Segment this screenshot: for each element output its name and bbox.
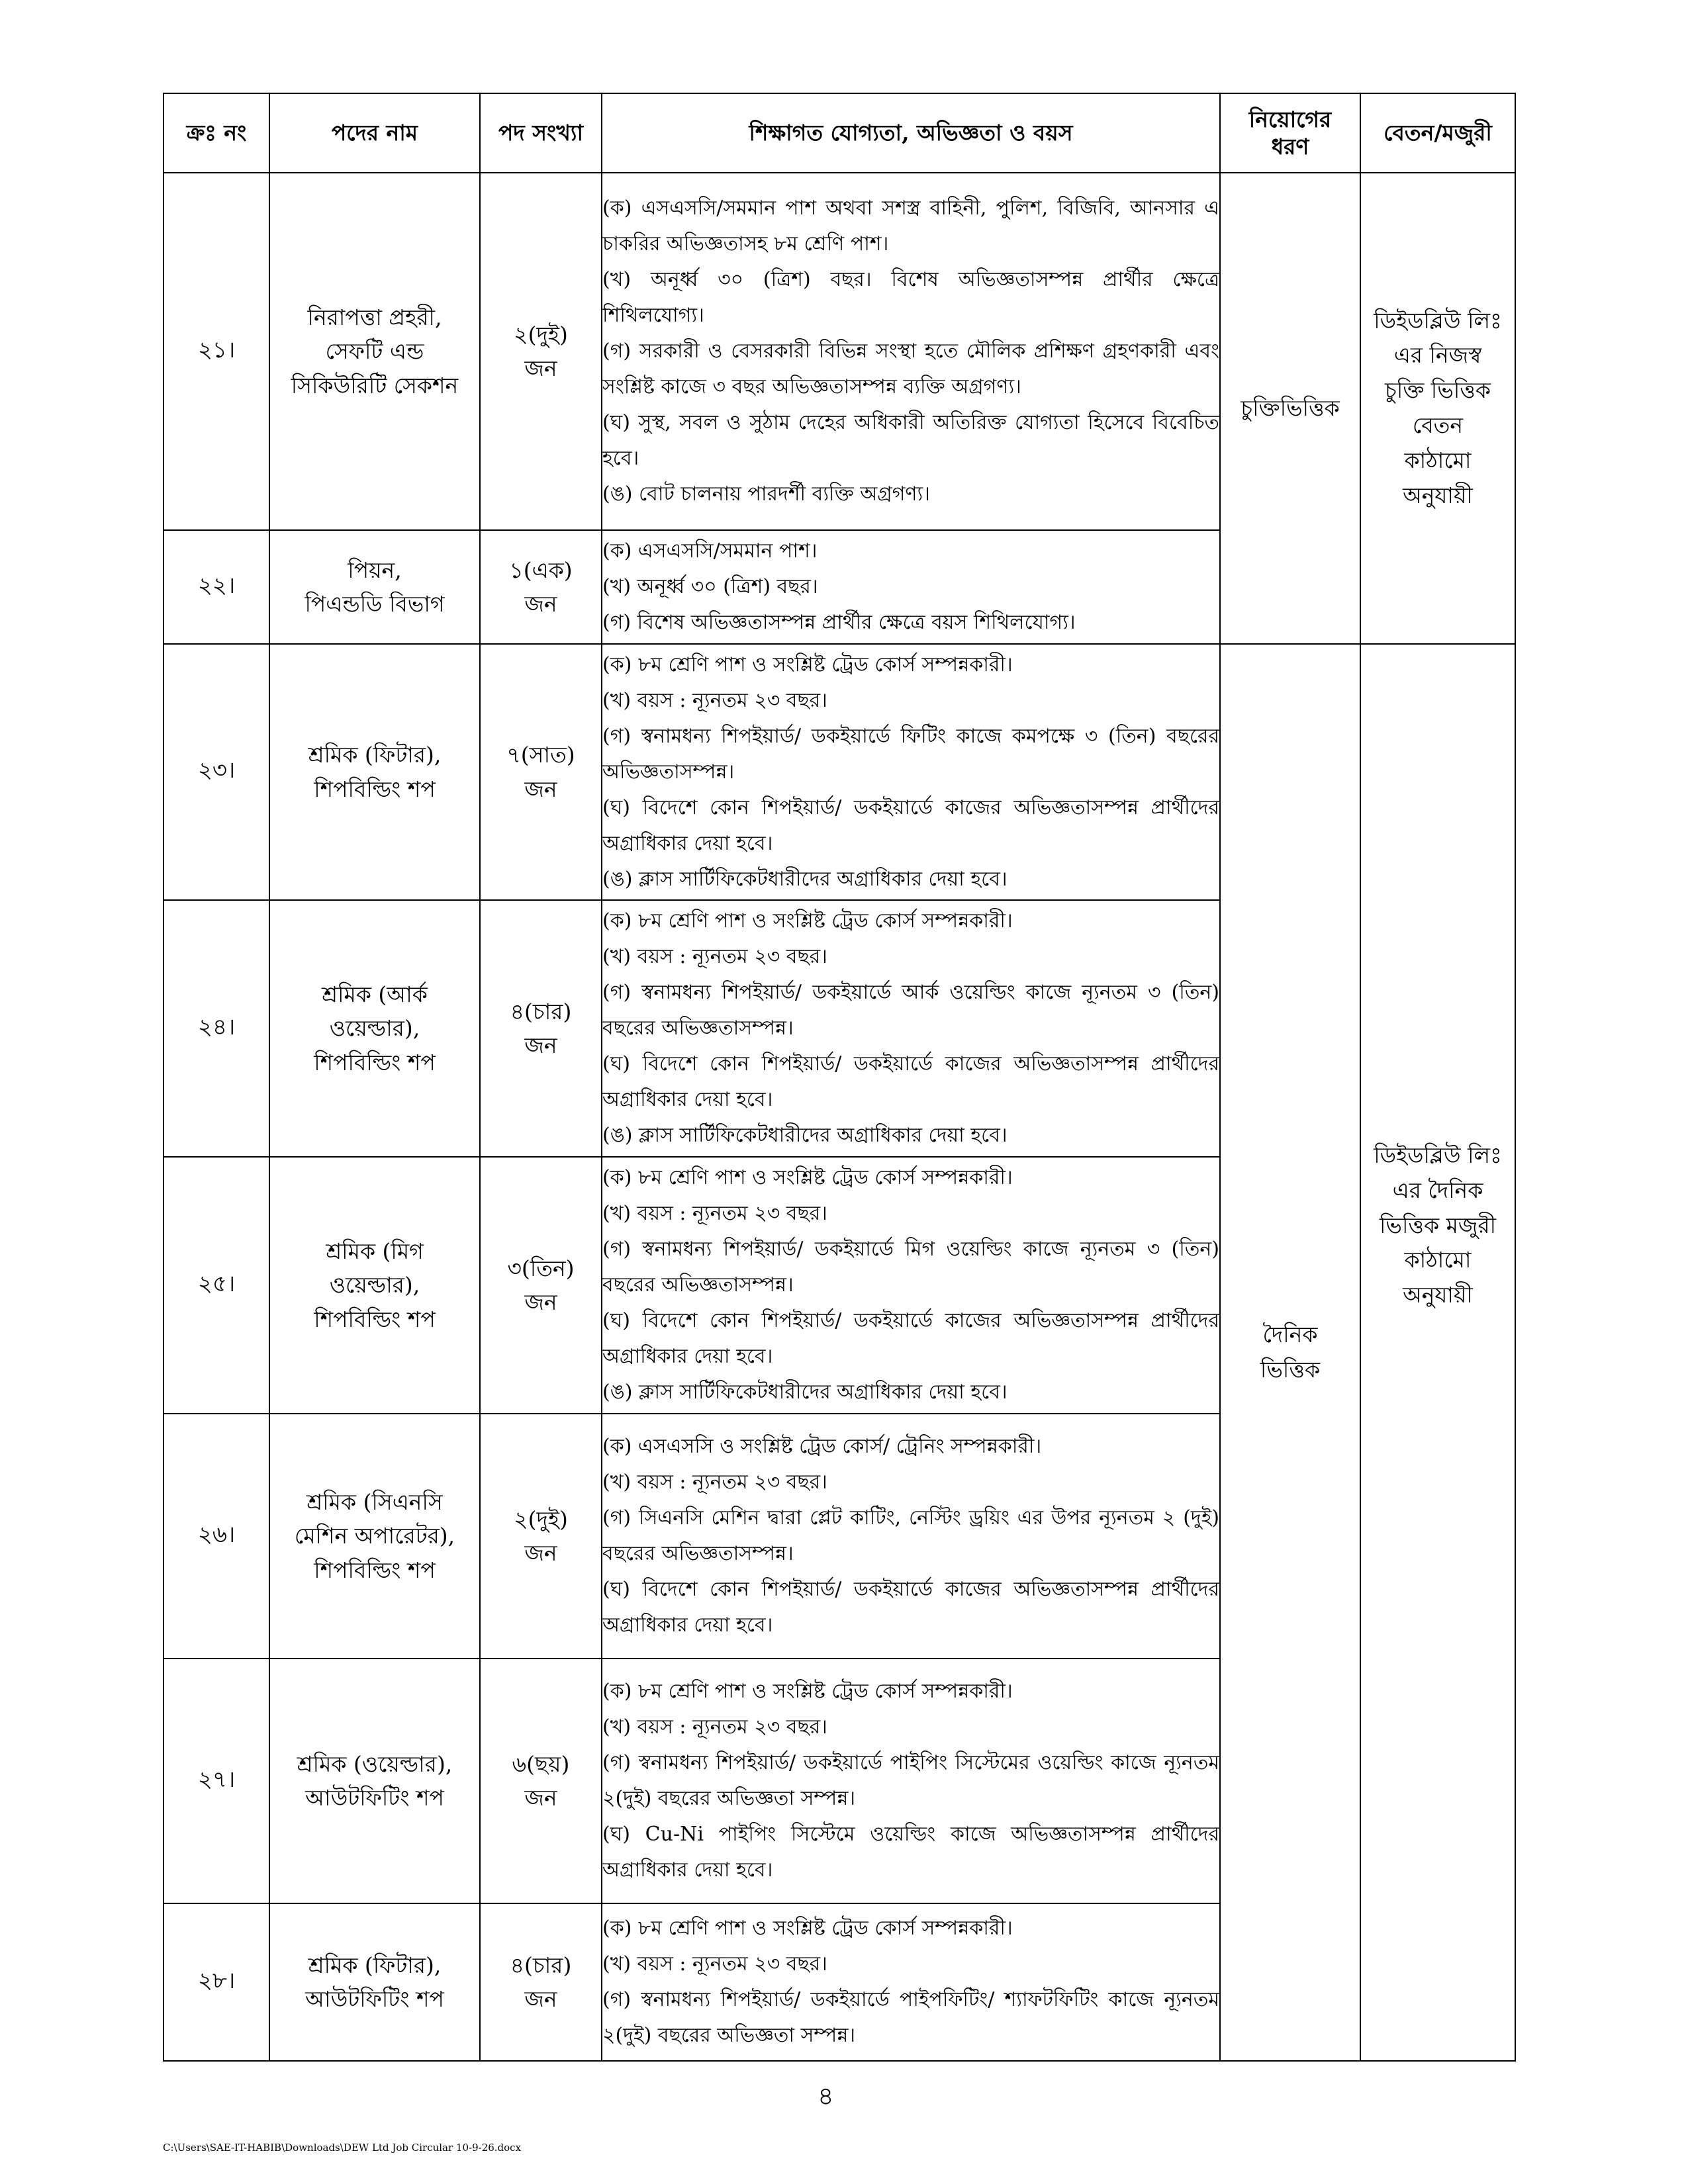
post-name-line: আউটফিটিং শপ — [305, 1785, 444, 1811]
post-count — [480, 900, 602, 1157]
post-count — [480, 644, 602, 900]
count-unit: জন — [524, 776, 557, 802]
qualification-cell — [602, 900, 1220, 1157]
row-serial: ২৮। — [164, 1903, 269, 2061]
qualification-item: (খ) বয়স : ন্যূনতম ২৩ বছর। — [602, 1952, 827, 1976]
salary-line: ডিইডব্লিউ লিঃ — [1374, 1142, 1502, 1168]
count-value: ২(দুই) — [514, 321, 568, 347]
count-value: ১(এক) — [509, 557, 573, 583]
post-count — [480, 530, 602, 644]
footer-file-path: C:\Users\SAE-IT-HABIB\Downloads\DEW Ltd Job Circular 10-9-26.docx — [163, 2142, 522, 2154]
salary-line: চুক্তি ভিত্তিক — [1385, 377, 1491, 404]
count-unit: জন — [524, 1540, 557, 1566]
qualification-item: (ঙ) ক্লাস সার্টিফিকেটধারীদের অগ্রাধিকার দেয়া হবে। — [602, 1124, 1008, 1147]
table-row — [164, 173, 1515, 530]
salary-line: অনুযায়ী — [1403, 1282, 1473, 1308]
salary-contract — [1360, 173, 1515, 644]
salary-line: ভিত্তিক মজুরী — [1379, 1212, 1497, 1238]
qualification-item: (গ) সিএনসি মেশিন দ্বারা প্লেট কাটিং, নেস্টিং ড্রয়িং এর উপর ন্যূনতম ২ (দুই) বছরের অভিজ্ঞতাসম্পন্ন। — [602, 1506, 1219, 1565]
qualification-item: (খ) বয়স : ন্যূনতম ২৩ বছর। — [602, 1202, 827, 1225]
qualification-cell — [602, 1659, 1220, 1903]
salary-line: বেতন — [1412, 412, 1464, 438]
post-name-line: পিয়ন, — [348, 557, 402, 583]
qualification-cell — [602, 1157, 1220, 1414]
salary-line: কাঠামো — [1404, 447, 1472, 473]
row-serial: ২৭। — [164, 1659, 269, 1903]
salary-line: এর নিজস্ব — [1393, 342, 1482, 369]
salary-daily — [1360, 644, 1515, 2061]
qualification-cell — [602, 1414, 1220, 1659]
row-serial: ২৩। — [164, 644, 269, 900]
post-name — [269, 644, 480, 900]
row-serial: ২৬। — [164, 1414, 269, 1659]
count-unit: জন — [524, 591, 557, 617]
salary-line: এর দৈনিক — [1392, 1177, 1483, 1203]
qualification-cell — [602, 1903, 1220, 2061]
qualification-item: (গ) স্বনামধন্য শিপইয়ার্ড/ ডকইয়ার্ডে আর্ক ওয়েল্ডিং কাজে ন্যূনতম ৩ (তিন) বছরের অভিজ্ঞতাসম্পন্ন। — [602, 981, 1219, 1040]
header-serial: ক্রঃ নং — [164, 93, 269, 173]
post-name-line: শ্রমিক (মিগ — [326, 1238, 424, 1265]
header-row — [164, 93, 1515, 173]
table-row — [164, 644, 1515, 900]
qualification-item: (খ) বয়স : ন্যূনতম ২৩ বছর। — [602, 688, 827, 712]
count-value: ৭(সাত) — [506, 742, 575, 768]
count-unit: জন — [524, 1032, 557, 1058]
qualification-item: (ক) ৮ম শ্রেণি পাশ ও সংশ্লিষ্ট ট্রেড কোর্স সম্পন্নকারী। — [602, 1166, 1013, 1189]
qualification-item: (খ) অনূর্ধ্ব ৩০ (ত্রিশ) বছর। — [602, 575, 818, 598]
qualification-item: (ঘ) বিদেশে কোন শিপইয়ার্ড/ ডকইয়ার্ডে কাজের অভিজ্ঞতাসম্পন্ন প্রার্থীদের অগ্রাধিকার দেয়া হবে। — [602, 1309, 1219, 1368]
post-name-line: শিপবিল্ডিং শপ — [314, 776, 436, 802]
qualification-item: (ঙ) ক্লাস সার্টিফিকেটধারীদের অগ্রাধিকার দেয়া হবে। — [602, 867, 1008, 891]
job-circular-table — [163, 93, 1516, 2062]
post-name-line: নিরাপত্তা প্রহরী, — [307, 304, 442, 331]
post-name-line: শ্রমিক (ফিটার), — [308, 742, 442, 768]
qualification-cell — [602, 173, 1220, 530]
post-name — [269, 1903, 480, 2061]
qualification-item: (ঘ) বিদেশে কোন শিপইয়ার্ড/ ডকইয়ার্ডে কাজের অভিজ্ঞতাসম্পন্ন প্রার্থীদের অগ্রাধিকার দেয়া হবে। — [602, 1052, 1219, 1111]
post-name-line: শিপবিল্ডিং শপ — [314, 1306, 436, 1332]
post-count — [480, 1903, 602, 2061]
qualification-item: (ক) এসএসসি/সমমান পাশ অথবা সশস্ত্র বাহিনী, পুলিশ, বিজিবি, আনসার এ চাকরির অভিজ্ঞতাসহ ৮ম শ্রেণি পাশ। — [602, 197, 1219, 255]
count-value: ৪(চার) — [510, 1952, 572, 1978]
post-count — [480, 1659, 602, 1903]
qualification-item: (ক) ৮ম শ্রেণি পাশ ও সংশ্লিষ্ট ট্রেড কোর্স সম্পন্নকারী। — [602, 909, 1013, 933]
qualification-item: (খ) বয়স : ন্যূনতম ২৩ বছর। — [602, 945, 827, 968]
qualification-item: (গ) স্বনামধন্য শিপইয়ার্ড/ ডকইয়ার্ডে ফিটিং কাজে কমপক্ষে ৩ (তিন) বছরের অভিজ্ঞতাসম্পন্ন। — [602, 724, 1219, 784]
post-name-line: শ্রমিক (ফিটার), — [308, 1952, 442, 1978]
post-name — [269, 900, 480, 1157]
appointment-type-daily — [1220, 644, 1360, 2061]
qualification-item: (ঘ) সুস্থ, সবল ও সুঠাম দেহের অধিকারী অতিরিক্ত যোগ্যতা হিসেবে বিবেচিত হবে। — [602, 411, 1219, 470]
post-name-line: পিএন্ডডি বিভাগ — [305, 591, 445, 617]
post-name — [269, 530, 480, 644]
qualification-item: (খ) বয়স : ন্যূনতম ২৩ বছর। — [602, 1715, 827, 1739]
qualification-item: (গ) বিশেষ অভিজ্ঞতাসম্পন্ন প্রার্থীর ক্ষেত্রে বয়স শিথিলযোগ্য। — [602, 611, 1076, 634]
post-count — [480, 1157, 602, 1414]
post-name-line: শ্রমিক (ওয়েল্ডার), — [297, 1751, 453, 1777]
header-post-count: পদ সংখ্যা — [480, 93, 602, 173]
qualification-item: (খ) অনূর্ধ্ব ৩০ (ত্রিশ) বছর। বিশেষ অভিজ্ঞতাসম্পন্ন প্রার্থীর ক্ষেত্রে শিথিলযোগ্য। — [602, 268, 1219, 327]
salary-line: ডিইডব্লিউ লিঃ — [1374, 307, 1502, 334]
row-serial: ২১। — [164, 173, 269, 530]
qualification-item: (গ) সরকারী ও বেসরকারী বিভিন্ন সংস্থা হতে মৌলিক প্রশিক্ষণ গ্রহণকারী এবং সংশ্লিষ্ট কাজে ৩ বছর অভিজ্ঞতাসম্পন্ন ব্যক্তি অগ্রগণ্য। — [602, 340, 1219, 398]
qualification-cell — [602, 644, 1220, 900]
row-serial: ২২। — [164, 530, 269, 644]
post-name — [269, 1157, 480, 1414]
qualification-item: (ঙ) বোট চালনায় পারদর্শী ব্যক্তি অগ্রগণ্য। — [602, 482, 930, 506]
qualification-item: (ক) এসএসসি ও সংশ্লিষ্ট ট্রেড কোর্স/ ট্রেনিং সম্পন্নকারী। — [602, 1435, 1042, 1458]
count-unit: জন — [524, 355, 557, 381]
qualification-item: (গ) স্বনামধন্য শিপইয়ার্ড/ ডকইয়ার্ডে মিগ ওয়েল্ডিং কাজে ন্যূনতম ৩ (তিন) বছরের অভিজ্ঞতাসম্পন্ন। — [602, 1238, 1219, 1297]
qualification-item: (গ) স্বনামধন্য শিপইয়ার্ড/ ডকইয়ার্ডে পাইপিং সিস্টেমের ওয়েল্ডিং কাজে ন্যূনতম ২(দুই) বছরের অভিজ্ঞতা সম্পন্ন। — [602, 1751, 1219, 1810]
qualification-item: (খ) বয়স : ন্যূনতম ২৩ বছর। — [602, 1471, 827, 1494]
header-post-name: পদের নাম — [269, 93, 480, 173]
post-name-line: সেফটি এন্ড — [325, 338, 424, 365]
salary-line: কাঠামো — [1404, 1247, 1472, 1273]
qualification-item: (গ) স্বনামধন্য শিপইয়ার্ড/ ডকইয়ার্ডে পাইপফিটিং/ শ্যাফটফিটিং কাজে ন্যূনতম ২(দুই) বছরের অভিজ্ঞতা সম্পন্ন। — [602, 1988, 1219, 2047]
qualification-item: (ক) ৮ম শ্রেণি পাশ ও সংশ্লিষ্ট ট্রেড কোর্স সম্পন্নকারী। — [602, 653, 1013, 676]
row-serial: ২৫। — [164, 1157, 269, 1414]
qualification-item: (ঘ) বিদেশে কোন শিপইয়ার্ড/ ডকইয়ার্ডে কাজের অভিজ্ঞতাসম্পন্ন প্রার্থীদের অগ্রাধিকার দেয়া হবে। — [602, 796, 1219, 855]
post-name-line: শিপবিল্ডিং শপ — [314, 1557, 436, 1583]
count-unit: জন — [524, 1289, 557, 1315]
header-salary: বেতন/মজুরী — [1360, 93, 1515, 173]
row-serial: ২৪। — [164, 900, 269, 1157]
header-qualification: শিক্ষাগত যোগ্যতা, অভিজ্ঞতা ও বয়স — [602, 93, 1220, 173]
post-name-line: শ্রমিক (সিএনসি — [306, 1489, 443, 1516]
qualification-cell — [602, 530, 1220, 644]
post-name-line: ওয়েল্ডার), — [329, 1015, 420, 1042]
post-name — [269, 1659, 480, 1903]
count-value: ২(দুই) — [514, 1506, 568, 1532]
post-name — [269, 1414, 480, 1659]
post-name-line: শ্রমিক (আর্ক — [322, 981, 428, 1008]
count-value: ৬(ছয়) — [512, 1751, 570, 1777]
post-name-line: সিকিউরিটি সেকশন — [291, 372, 459, 398]
qualification-item: (ক) এসএসসি/সমমান পাশ। — [602, 539, 818, 563]
count-value: ৩(তিন) — [507, 1255, 575, 1281]
salary-line: অনুযায়ী — [1403, 482, 1473, 508]
header-appointment-type: নিয়োগের ধরণ — [1220, 93, 1360, 173]
post-name-line: মেশিন অপারেটর), — [294, 1523, 455, 1549]
qualification-item: (ঘ) Cu-Ni পাইপিং সিস্টেমে ওয়েল্ডিং কাজে অভিজ্ঞতাসম্পন্ন প্রার্থীদের অগ্রাধিকার দেয়া হবে। — [602, 1823, 1219, 1882]
qualification-item: (ঙ) ক্লাস সার্টিফিকেটধারীদের অগ্রাধিকার দেয়া হবে। — [602, 1381, 1008, 1404]
appointment-type-contract: চুক্তিভিত্তিক — [1220, 173, 1360, 644]
post-count — [480, 173, 602, 530]
post-name-line: শিপবিল্ডিং শপ — [314, 1049, 436, 1075]
page-number: ৪ — [818, 2081, 834, 2111]
qualification-item: (ঘ) বিদেশে কোন শিপইয়ার্ড/ ডকইয়ার্ডে কাজের অভিজ্ঞতাসম্পন্ন প্রার্থীদের অগ্রাধিকার দেয়া হবে। — [602, 1578, 1219, 1637]
qualification-item: (ক) ৮ম শ্রেণি পাশ ও সংশ্লিষ্ট ট্রেড কোর্স সম্পন্নকারী। — [602, 1917, 1013, 1940]
post-name — [269, 173, 480, 530]
qualification-item: (ক) ৮ম শ্রেণি পাশ ও সংশ্লিষ্ট ট্রেড কোর্স সম্পন্নকারী। — [602, 1680, 1013, 1703]
count-unit: জন — [524, 1785, 557, 1811]
post-name-line: আউটফিটিং শপ — [305, 1986, 444, 2012]
post-name-line: ওয়েল্ডার), — [329, 1272, 420, 1298]
appointment-type-line: দৈনিক — [1262, 1321, 1318, 1347]
count-value: ৪(চার) — [510, 998, 572, 1024]
count-unit: জন — [524, 1986, 557, 2012]
appointment-type-line: ভিত্তিক — [1260, 1356, 1321, 1383]
post-count — [480, 1414, 602, 1659]
